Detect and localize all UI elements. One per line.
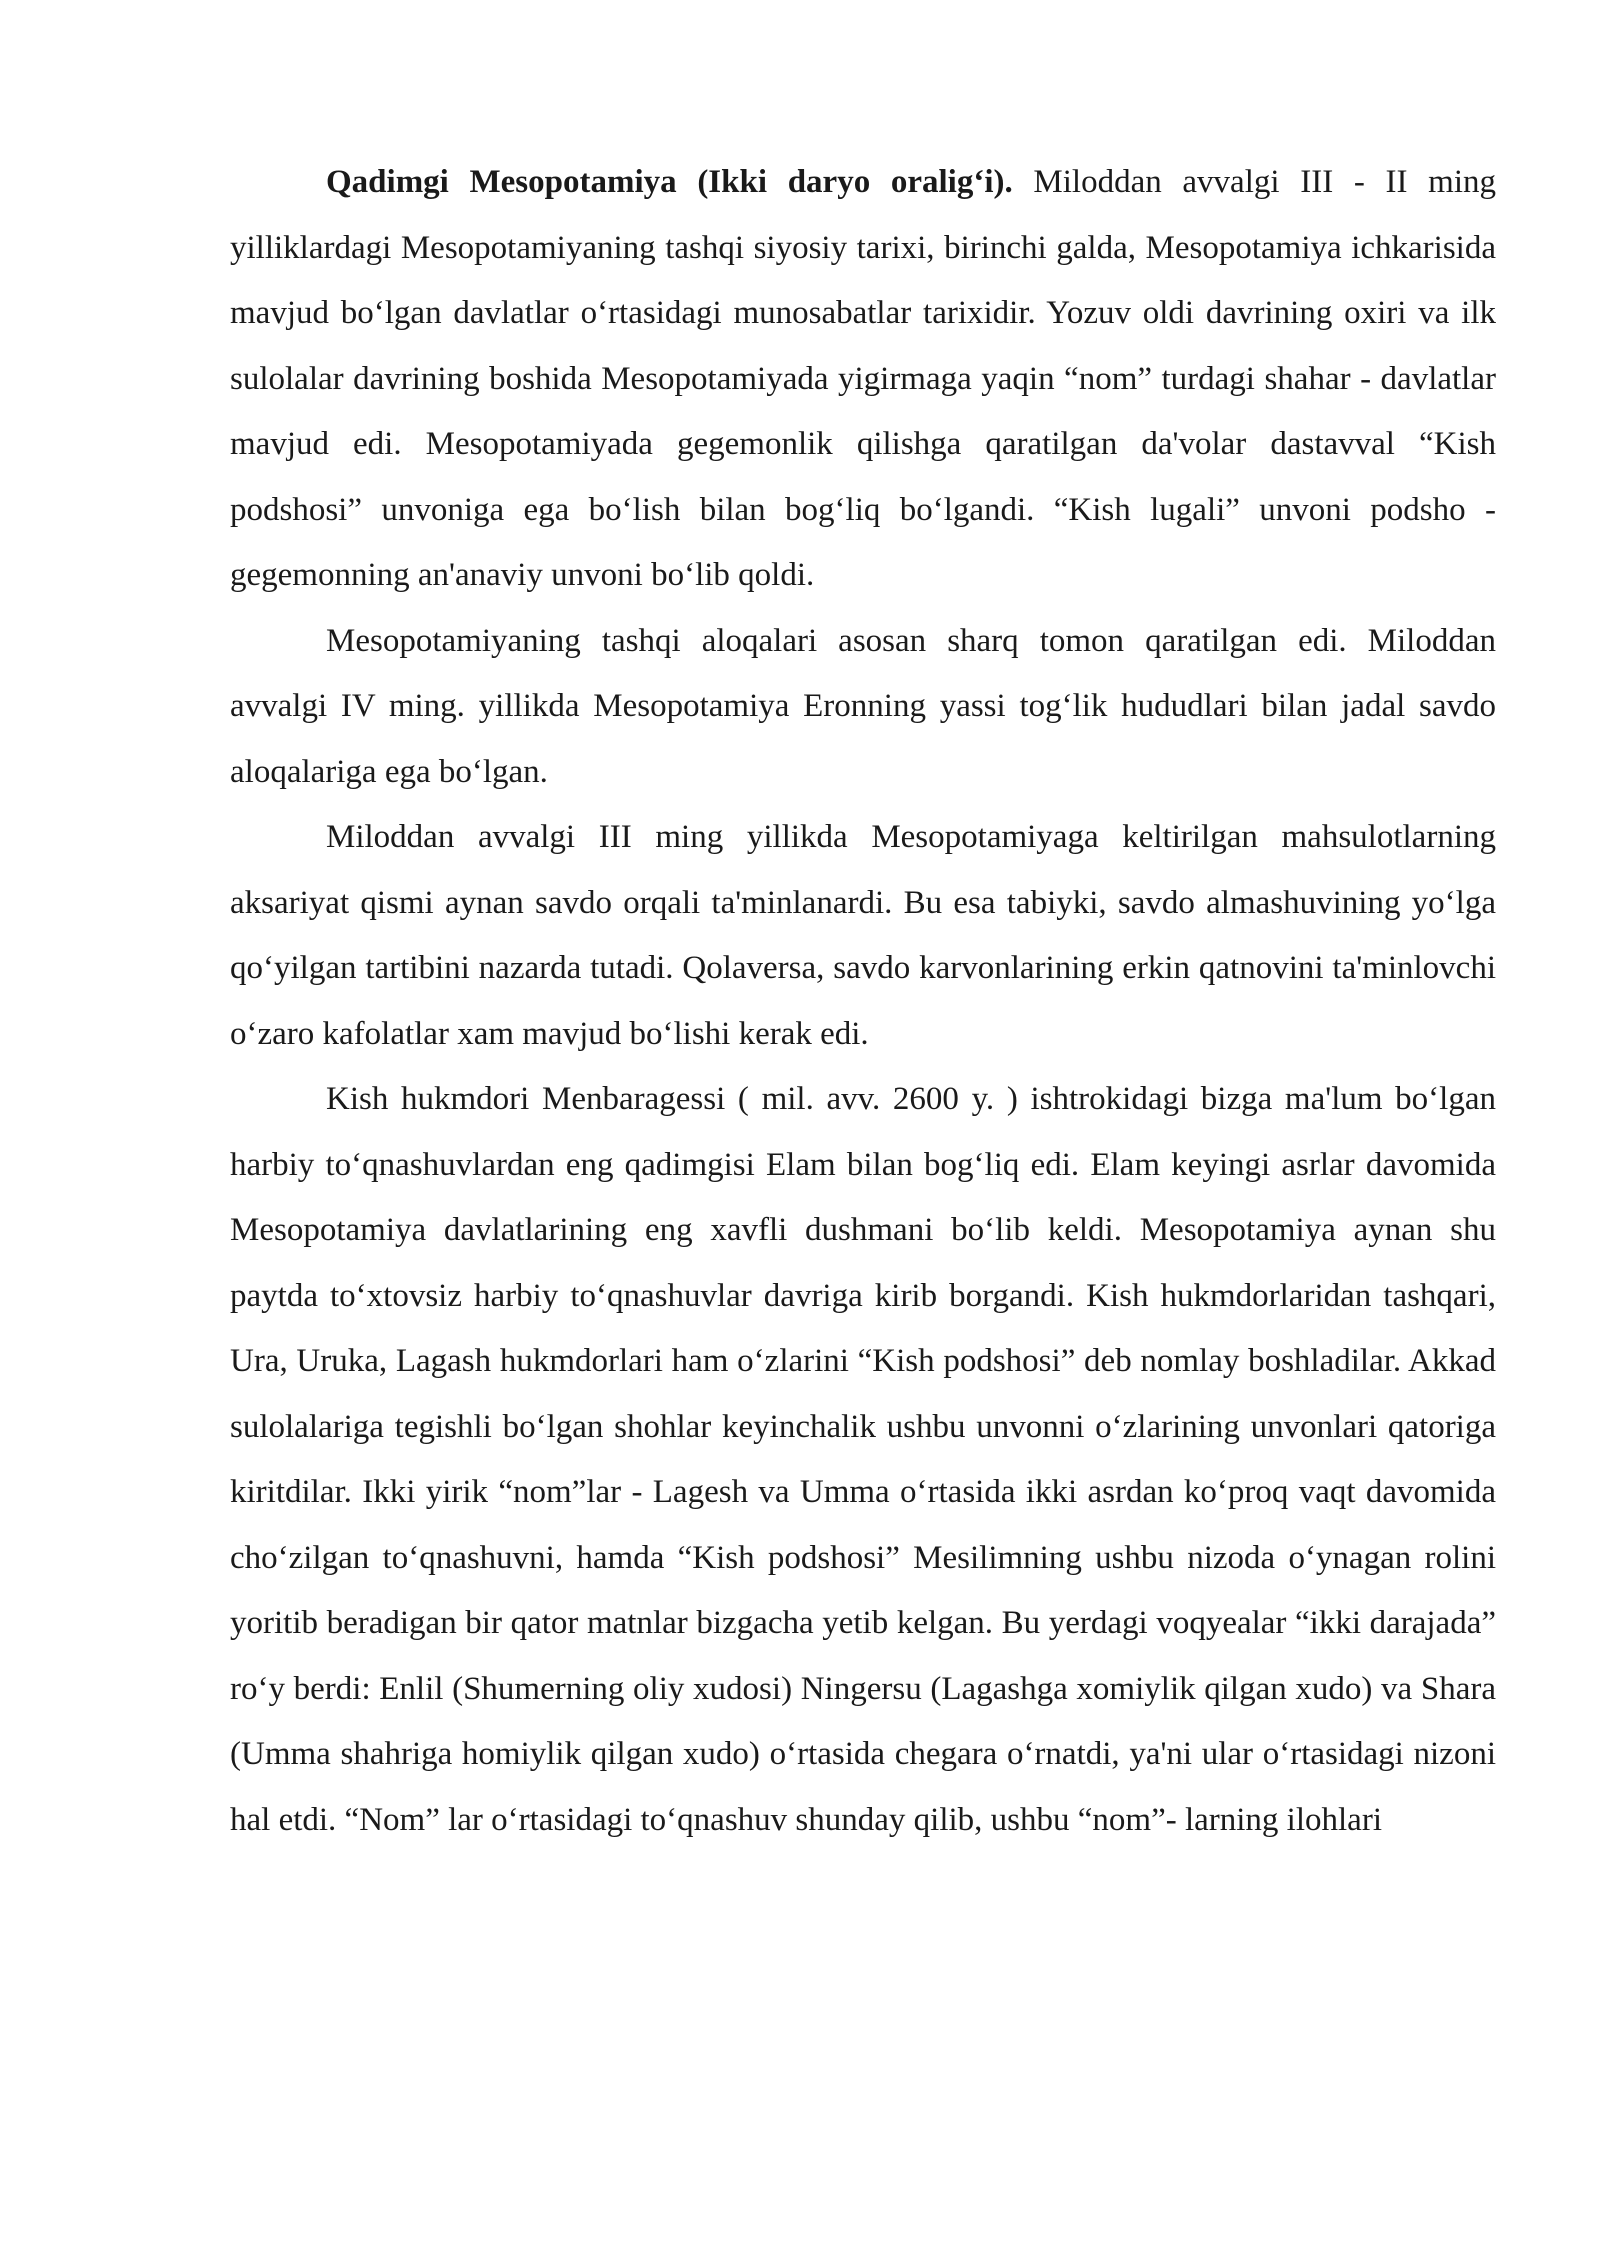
paragraph-2 — [230, 609, 1496, 806]
document-body — [230, 150, 1496, 1853]
paragraph-3 — [230, 805, 1496, 1067]
paragraph-text: Mesopotamiyaning tashqi aloqalari asosan sharq tomon qaratilgan edi. Miloddan avvalgi IV ming. yillikda Mesopotamiya Eronning yassi tog‘lik hududlari bilan jadal savdo aloqalariga ega bo‘lgan. — [230, 622, 1496, 790]
paragraph-1 — [230, 150, 1496, 609]
paragraph-4 — [230, 1067, 1496, 1853]
paragraph-text: Miloddan avvalgi III ming yillikda Mesopotamiyaga keltirilgan mahsulotlarning aksariyat qismi aynan savdo orqali ta'minlanardi. Bu esa tabiyki, savdo almashuvining yo‘lga qo‘yilgan tartibini nazarda tutadi. Qolaversa, savdo karvonlarining erkin qatnovini ta'minlovchi o‘zaro kafolatlar xam mavjud bo‘lishi kerak edi. — [230, 819, 1496, 1052]
paragraph-text: Kish hukmdori Menbaragessi ( mil. avv. 2600 y. ) ishtrokidagi bizga ma'lum bo‘lgan harbiy to‘qnashuvlardan eng qadimgisi Elam bilan bog‘liq edi. Elam keyingi asrlar davomida Mesopotamiya davlatlarining eng xavfli dushmani bo‘lib keldi. Mesopotamiya aynan shu paytda to‘xtovsiz harbiy to‘qnashuvlar davriga kirib borgandi. Kish hukmdorlaridan tashqari, Ura, Uruka, Lagash hukmdorlari ham o‘zlarini “Kish podshosi” deb nomlay boshladilar. Akkad sulolalariga tegishli bo‘lgan shohlar keyinchalik ushbu unvonni o‘zlarining unvonlari qatoriga kiritdilar. Ikki yirik “nom”lar - Lagesh va Umma o‘rtasida ikki asrdan ko‘proq vaqt davomida cho‘zilgan to‘qnashuvni, hamda “Kish podshosi” Mesilimning ushbu nizoda o‘ynagan rolini yoritib beradigan bir qator matnlar bizgacha yetib kelgan. Bu yerdagi voqyealar “ikki darajada” ro‘y berdi: Enlil (Shumerning oliy xudosi) Ningersu (Lagashga xomiylik qilgan xudo) va Shara (Umma shahriga homiylik qilgan xudo) o‘rtasida chegara o‘rnatdi, ya'ni ular o‘rtasidagi nizoni hal etdi. “Nom” lar o‘rtasidagi to‘qnashuv shunday qilib, ushbu “nom”- larning ilohlari — [230, 1081, 1496, 1838]
paragraph-heading: Qadimgi Mesopotamiya (Ikki daryo oralig‘i). — [326, 164, 1013, 200]
paragraph-text: Miloddan avvalgi III - II ming yilliklardagi Mesopotamiyaning tashqi siyosiy tarixi, birinchi galda, Mesopotamiya ichkarisida mavjud bo‘lgan davlatlar o‘rtasidagi munosabatlar tarixidir. Yozuv oldi davrining oxiri va ilk sulolalar davrining boshida Mesopotamiyada yigirmaga yaqin “nom” turdagi shahar - davlatlar mavjud edi. Mesopotamiyada gegemonlik qilishga qaratilgan da'volar dastavval “Kish podshosi” unvoniga ega bo‘lish bilan bog‘liq bo‘lgandi. “Kish lugali” unvoni podsho - gegemonning an'anaviy unvoni bo‘lib qoldi. — [230, 164, 1496, 593]
